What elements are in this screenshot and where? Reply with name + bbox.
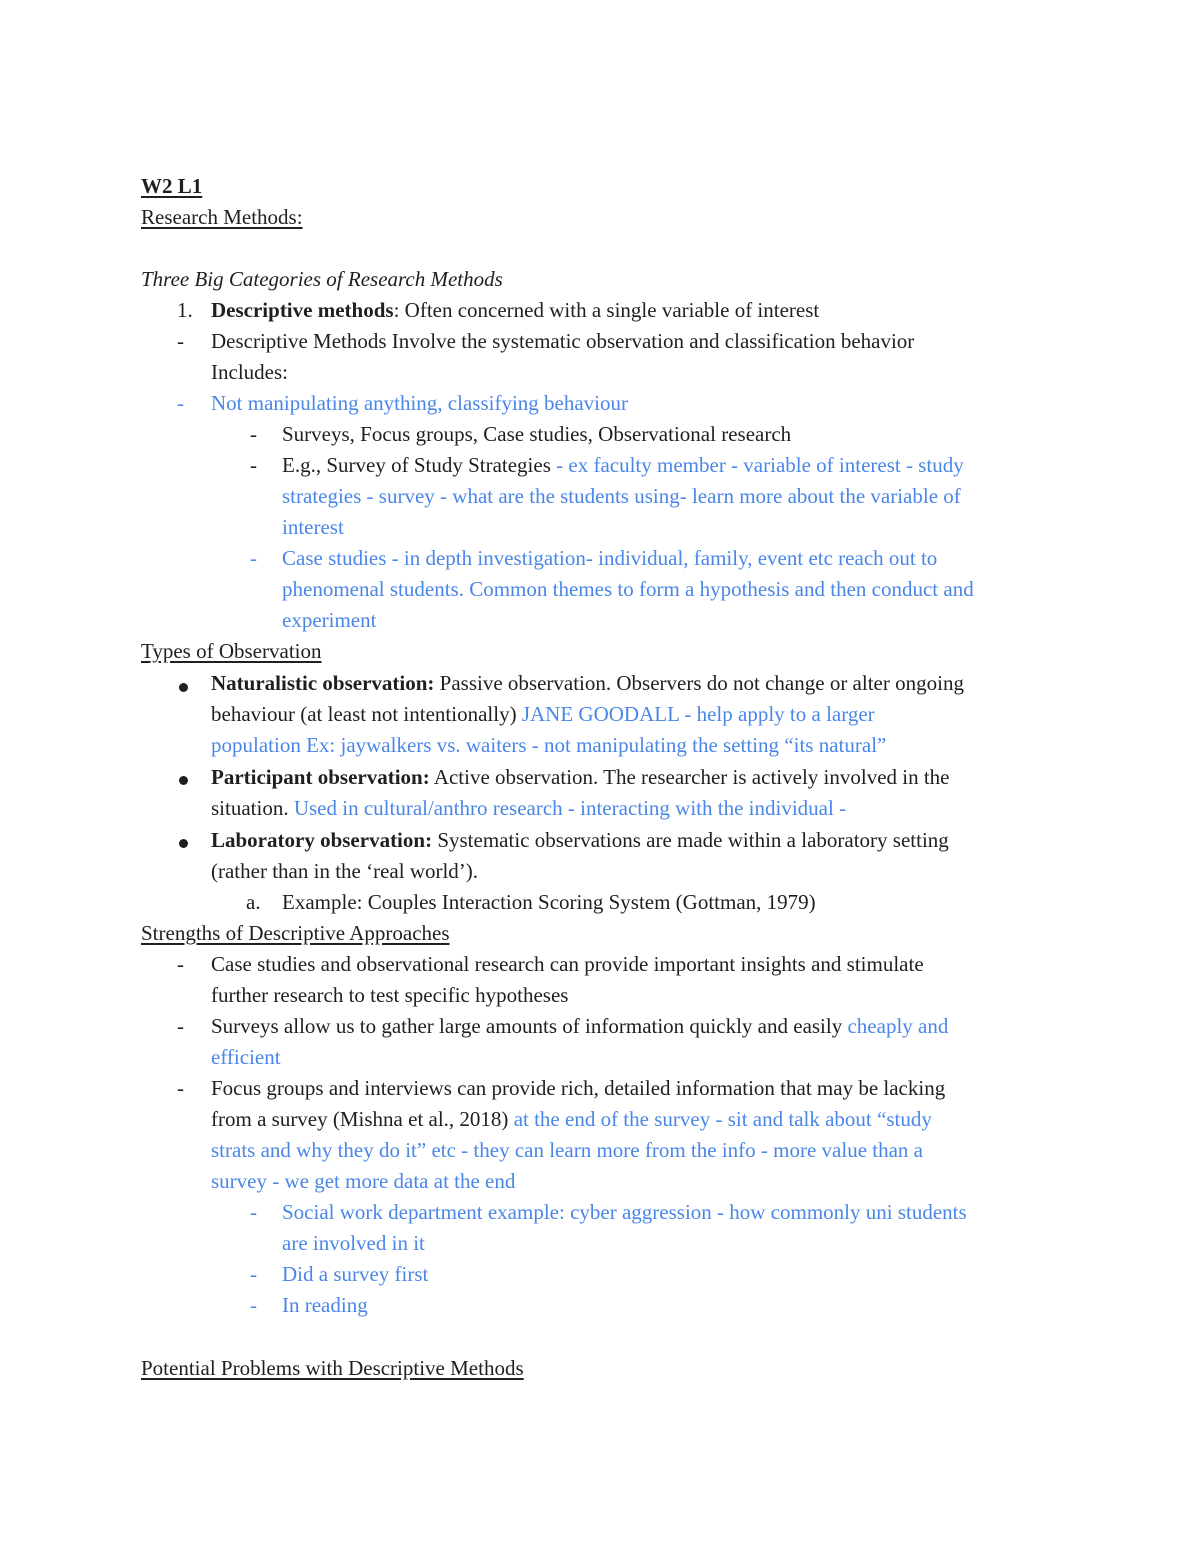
strength-2-note: cheaply and	[847, 1014, 949, 1038]
naturalistic-line-3: population Ex: jaywalkers vs. waiters - not manipulating the setting “its natural”	[211, 733, 887, 757]
naturalistic-note: JANE GOODALL - help apply to a larger	[521, 702, 875, 726]
participant-text-2: situation.	[211, 796, 294, 820]
sub-1-line-2: are involved in it	[282, 1231, 425, 1255]
involve-line-1: Descriptive Methods Involve the systematic observation and classification behavior	[211, 329, 915, 353]
strength-3-line-4: survey - we get more data at the end	[211, 1169, 516, 1193]
descriptive-text: Often concerned with a single variable of interest	[399, 298, 820, 322]
participant-text: Active observation. The researcher is actively involved in the	[429, 765, 950, 789]
eg-black-text: E.g., Survey of Study Strategies	[282, 453, 551, 477]
surveys-line: Surveys, Focus groups, Case studies, Observational research	[282, 422, 792, 446]
dash-marker: -	[250, 1293, 257, 1317]
bullet-dot-icon	[179, 776, 188, 785]
dash-marker: -	[177, 1076, 184, 1100]
participant-note: Used in cultural/anthro research - interacting with the individual -	[293, 796, 847, 820]
strength-3-text: from a survey (Mishna et al., 2018)	[211, 1107, 514, 1131]
doc-title: W2 L1	[141, 174, 203, 198]
list-letter: a.	[246, 890, 261, 914]
bullet-dot-icon	[179, 683, 188, 692]
sub-3-line: In reading	[282, 1293, 368, 1317]
eg-blue-text: - ex faculty member - variable of interest - study	[550, 453, 964, 477]
dash-marker: -	[177, 952, 184, 976]
bullet-dot-icon	[179, 839, 188, 848]
descriptive-methods-item	[211, 295, 819, 326]
participant-label: Participant observation:	[211, 765, 430, 789]
sub-1-line-1: Social work department example: cyber aggression - how commonly uni students	[282, 1200, 967, 1224]
dash-marker: -	[250, 453, 257, 477]
dash-marker: -	[250, 1200, 257, 1224]
strength-2-line-1	[211, 1011, 948, 1042]
dash-marker: -	[250, 1262, 257, 1286]
list-number: 1.	[177, 298, 193, 322]
example-line: Example: Couples Interaction Scoring System (Gottman, 1979)	[282, 890, 816, 914]
dash-marker: -	[177, 329, 184, 353]
participant-line-1	[211, 762, 950, 793]
strength-3-line-3: strats and why they do it” etc - they can learn more from the info - more value than a	[211, 1138, 923, 1162]
categories-heading: Three Big Categories of Research Methods	[141, 267, 503, 291]
sub-2-line: Did a survey first	[282, 1262, 429, 1286]
laboratory-label: Laboratory observation:	[211, 828, 433, 852]
involve-line-2: Includes:	[211, 360, 288, 384]
strength-1-line-1: Case studies and observational research can provide important insights and stimulate	[211, 952, 924, 976]
observation-heading: Types of Observation	[141, 639, 322, 663]
strength-2-line-2: efficient	[211, 1045, 281, 1069]
naturalistic-line-2	[211, 699, 875, 730]
dash-marker: -	[250, 422, 257, 446]
participant-line-2	[211, 793, 846, 824]
dash-marker: -	[250, 546, 257, 570]
naturalistic-text-2: behaviour (at least not intentionally)	[211, 702, 522, 726]
descriptive-label: Descriptive methods	[211, 298, 394, 322]
eg-line-2: strategies - survey - what are the students using- learn more about the variable of	[282, 484, 961, 508]
eg-line-1	[282, 450, 964, 481]
naturalistic-text: Passive observation. Observers do not change or alter ongoing	[434, 671, 964, 695]
case-line-3: experiment	[282, 608, 377, 632]
case-line-2: phenomenal students. Common themes to form a hypothesis and then conduct and	[282, 577, 974, 601]
strength-2-text: Surveys allow us to gather large amounts of information quickly and easily	[211, 1014, 848, 1038]
strength-3-line-2	[211, 1104, 932, 1135]
dash-marker: -	[177, 1014, 184, 1038]
doc-subtitle: Research Methods:	[141, 205, 303, 229]
problems-heading: Potential Problems with Descriptive Methods	[141, 1356, 524, 1380]
laboratory-line-2: (rather than in the ‘real world’).	[211, 859, 479, 883]
strength-3-line-1: Focus groups and interviews can provide rich, detailed information that may be lacking	[211, 1076, 946, 1100]
not-manipulating-note: Not manipulating anything, classifying behaviour	[211, 391, 629, 415]
descriptive-colon: :	[393, 298, 400, 322]
case-line-1: Case studies - in depth investigation- individual, family, event etc reach out to	[282, 546, 938, 570]
naturalistic-line-1	[211, 668, 964, 699]
laboratory-line-1	[211, 825, 949, 856]
strengths-heading: Strengths of Descriptive Approaches	[141, 921, 450, 945]
laboratory-text: Systematic observations are made within a laboratory setting	[432, 828, 949, 852]
naturalistic-label: Naturalistic observation:	[211, 671, 435, 695]
strength-3-note: at the end of the survey - sit and talk about “study	[513, 1107, 932, 1131]
strength-1-line-2: further research to test specific hypotheses	[211, 983, 569, 1007]
eg-line-3: interest	[282, 515, 344, 539]
dash-marker: -	[177, 391, 184, 415]
